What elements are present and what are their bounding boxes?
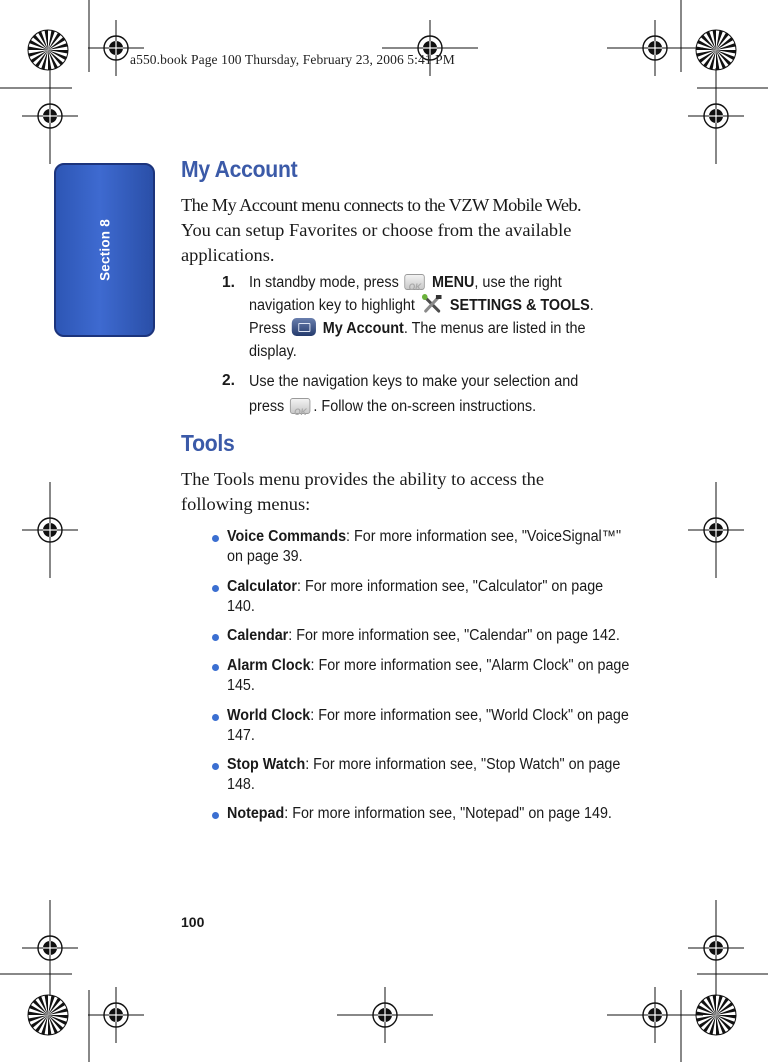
bullet-icon xyxy=(212,763,219,770)
item-desc: : For more information see, "Stop Watch" on page xyxy=(305,756,621,773)
registration-mark-icon xyxy=(686,66,746,166)
registration-mark-icon xyxy=(20,898,80,998)
step-1 xyxy=(222,271,642,363)
list-item xyxy=(212,527,652,567)
ok-key-icon xyxy=(290,398,310,414)
list-item xyxy=(212,755,652,795)
item-desc: 147. xyxy=(227,727,255,744)
step-text-part: Press xyxy=(249,320,286,337)
step-text xyxy=(249,369,668,419)
color-wheel-icon xyxy=(26,993,70,1037)
item-name: Calendar xyxy=(227,627,289,644)
registration-mark-icon xyxy=(20,480,80,580)
intro-line: applications. xyxy=(181,245,275,265)
bullet-icon xyxy=(212,634,219,641)
heading-tools: Tools xyxy=(181,430,235,456)
list-item xyxy=(212,626,652,646)
ok-key-icon xyxy=(405,274,425,290)
step-text-part: Use the navigation keys to make your selection and xyxy=(249,373,579,390)
section-tab-label: Section 8 xyxy=(97,219,112,281)
my-account-intro xyxy=(181,193,651,268)
list-item xyxy=(212,577,652,617)
color-wheel-icon xyxy=(26,28,70,72)
bullet-icon xyxy=(212,812,219,819)
list-item xyxy=(212,706,652,746)
intro-line: The Tools menu provides the ability to access the xyxy=(181,469,545,489)
intro-line: The My Account menu connects to the VZW Mobile Web. xyxy=(181,195,582,215)
item-name: Voice Commands xyxy=(227,528,347,545)
page-number: 100 xyxy=(181,914,205,930)
step-number: 1. xyxy=(222,274,235,291)
step-text-part: . Follow the on-screen instructions. xyxy=(313,398,537,415)
section-tab xyxy=(54,163,155,337)
item-desc: : For more information see, "World Clock" on page xyxy=(310,707,629,724)
heading-my-account: My Account xyxy=(181,156,298,182)
step-2 xyxy=(222,369,642,419)
color-wheel-icon xyxy=(694,28,738,72)
step-text-part: display. xyxy=(249,343,297,360)
item-desc: : For more information see, "Alarm Clock" on page xyxy=(310,657,630,674)
step-text-part: In standby mode, press xyxy=(249,274,399,291)
registration-mark-icon xyxy=(20,66,80,166)
registration-mark-icon xyxy=(86,985,146,1045)
item-desc: 148. xyxy=(227,776,255,793)
print-slug: a550.book Page 100 Thursday, February 23, 2006 5:41 PM xyxy=(130,52,455,67)
item-name: Calculator xyxy=(227,578,297,595)
step-text-part: , use the right xyxy=(474,274,562,291)
step-text-part: press xyxy=(249,398,285,415)
item-name: Alarm Clock xyxy=(227,657,311,674)
step-text-part: . xyxy=(589,297,594,314)
item-desc: on page 39. xyxy=(227,548,303,565)
step-text-part: navigation key to highlight xyxy=(249,297,415,314)
list-item xyxy=(212,656,652,696)
menu-label: MENU xyxy=(431,274,475,291)
bullet-icon xyxy=(212,664,219,671)
registration-mark-icon xyxy=(380,18,480,78)
bullet-icon xyxy=(212,535,219,542)
color-wheel-icon xyxy=(694,993,738,1037)
bullet-icon xyxy=(212,585,219,592)
item-desc: : For more information see, "VoiceSignal™" xyxy=(346,528,622,545)
item-name: Stop Watch xyxy=(227,756,306,773)
intro-line: You can setup Favorites or choose from the available xyxy=(181,220,572,240)
item-desc: : For more information see, "Calendar" on page 142. xyxy=(288,627,620,644)
item-desc: : For more information see, "Calculator" on page xyxy=(296,578,604,595)
item-name: World Clock xyxy=(227,707,311,724)
tools-intro xyxy=(181,467,651,517)
registration-mark-icon xyxy=(686,898,746,998)
bullet-icon xyxy=(212,714,219,721)
item-desc: : For more information see, "Notepad" on page 149. xyxy=(284,805,612,822)
item-desc: 145. xyxy=(227,677,255,694)
step-text-part: . The menus are listed in the xyxy=(403,320,586,337)
my-account-key-icon xyxy=(292,318,316,336)
registration-mark-icon xyxy=(605,985,705,1045)
settings-tools-label: SETTINGS & TOOLS xyxy=(449,297,590,314)
my-account-label: My Account xyxy=(322,320,404,337)
step-number: 2. xyxy=(222,372,235,389)
intro-line: following menus: xyxy=(181,494,311,514)
registration-mark-icon xyxy=(686,480,746,580)
list-item xyxy=(212,804,652,824)
item-name: Notepad xyxy=(227,805,285,822)
step-text xyxy=(249,271,668,363)
registration-mark-icon xyxy=(335,985,435,1045)
item-desc: 140. xyxy=(227,598,255,615)
registration-mark-icon xyxy=(86,18,146,78)
